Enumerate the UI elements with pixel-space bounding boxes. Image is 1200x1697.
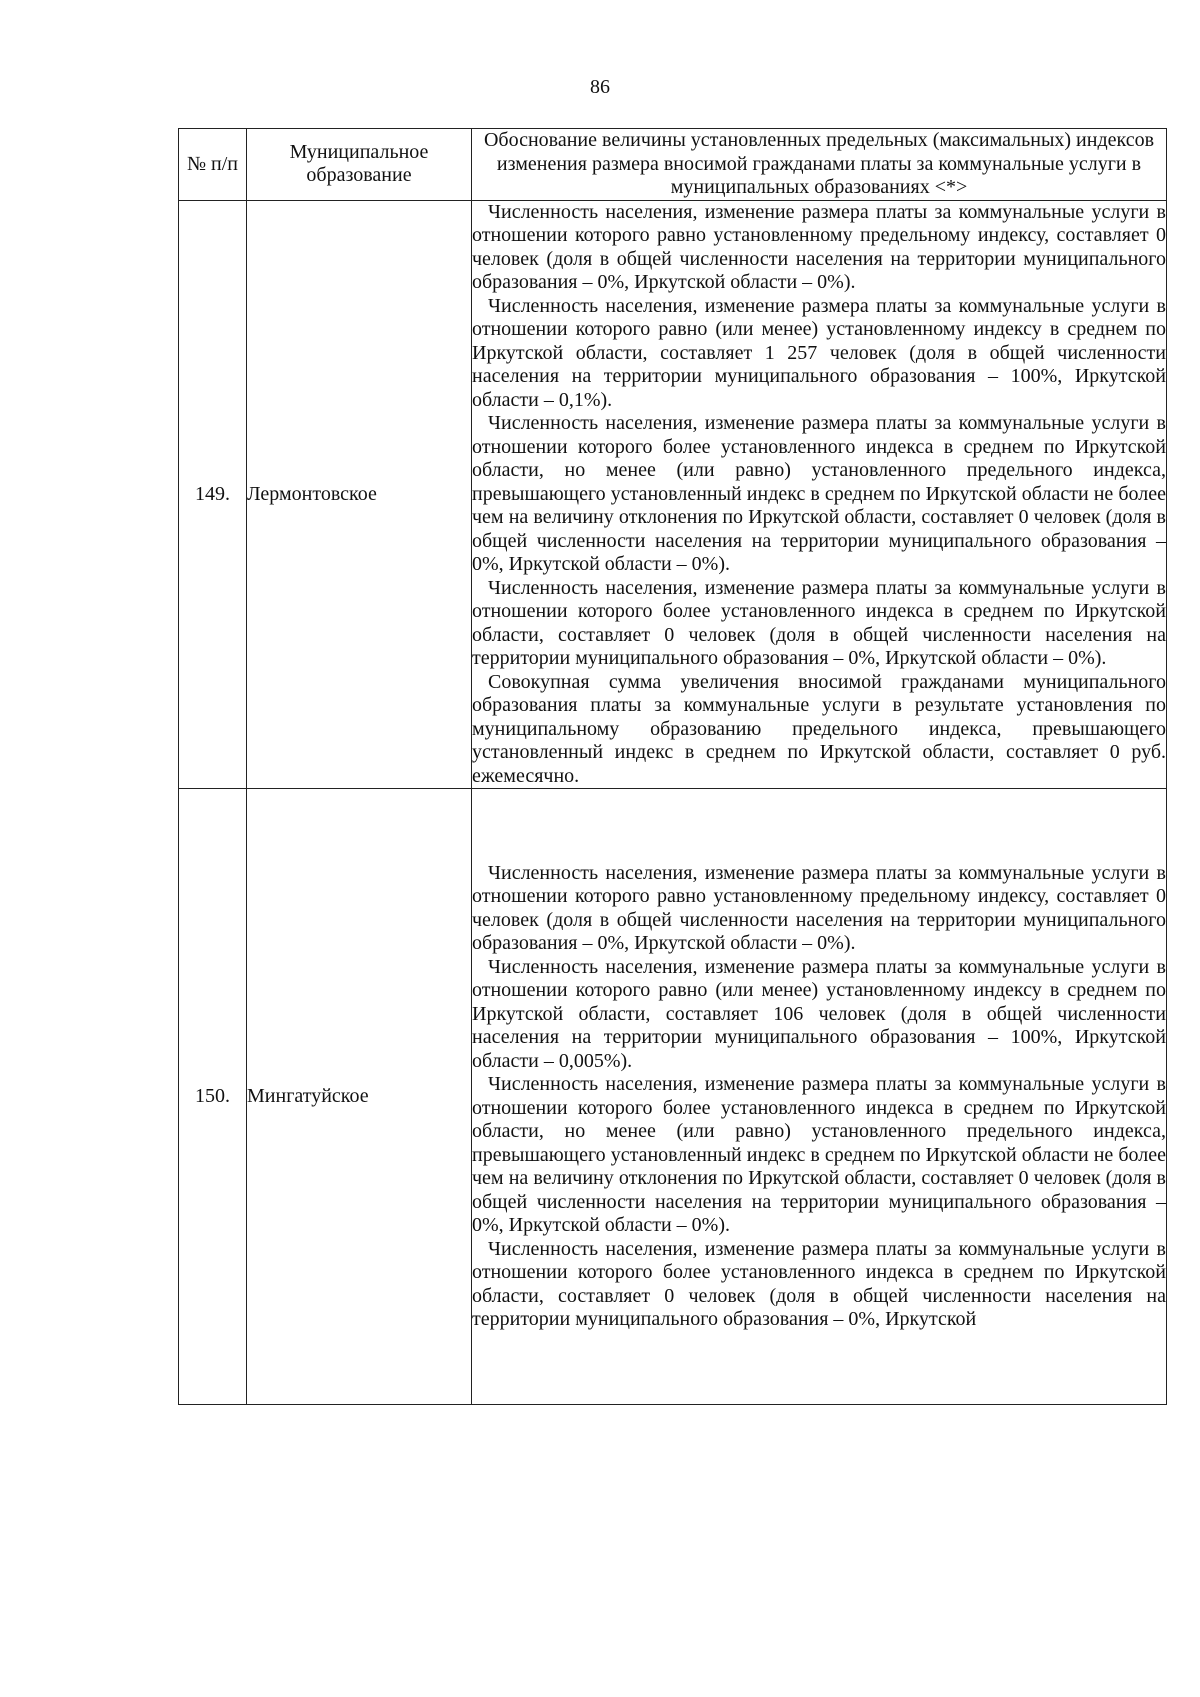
justification-paragraph: Совокупная сумма увеличения вносимой гражданами муниципального образования платы за коммунальные услуги в результате установления по муниципальному образованию предельного индекса, превышающего установленный индекс в среднем по Иркутской области, составляет 0 руб. ежемесячно. — [472, 670, 1166, 787]
header-justification: Обоснование величины установленных предельных (максимальных) индексов изменения размера вносимой гражданами платы за коммунальные услуги в муниципальных образованиях <*> — [472, 129, 1167, 201]
justification-paragraph: Численность населения, изменение размера платы за коммунальные услуги в отношении которого равно (или менее) установленному индексу в среднем по Иркутской области, составляет 106 человек (доля в общей численности населения на территории муниципального образования – 100%, Иркутской области – 0,005%). — [472, 955, 1166, 1072]
justification-paragraph: Численность населения, изменение размера платы за коммунальные услуги в отношении которого более установленного индекса в среднем по Иркутской области, но менее (или равно) установленного предельного индекса, превышающего установленный индекс в среднем по Иркутской области не более чем на величину отклонения по Иркутской области, составляет 0 человек (доля в общей численности населения на территории муниципального образования – 0%, Иркутской области – 0%). — [472, 412, 1166, 575]
justification-paragraph: Численность населения, изменение размера платы за коммунальные услуги в отношении которого равно (или менее) установленному индексу в среднем по Иркутской области, составляет 1 257 человек (доля в общей численности населения на территории муниципального образования – 100%, Иркутской области – 0,1%). — [472, 294, 1166, 411]
page-number: 86 — [590, 76, 610, 98]
justification-paragraph: Численность населения, изменение размера платы за коммунальные услуги в отношении которого более установленного индекса в среднем по Иркутской области, но менее (или равно) установленного предельного индекса, превышающего установленный индекс в среднем по Иркутской области не более чем на величину отклонения по Иркутской области, составляет 0 человек (доля в общей численности населения на территории муниципального образования – 0%, Иркутской области – 0%). — [472, 1073, 1166, 1236]
table-row — [179, 200, 1167, 789]
header-number: № п/п — [179, 129, 247, 201]
justification-paragraph: Численность населения, изменение размера платы за коммунальные услуги в отношении которого равно установленному предельному индексу, составляет 0 человек (доля в общей численности населения на территории муниципального образования – 0%, Иркутской области – 0%). — [472, 200, 1166, 293]
header-municipality: Муниципальное образование — [247, 129, 472, 201]
row-number: 150. — [179, 789, 247, 1405]
row-municipality: Мингатуйское — [247, 789, 472, 1405]
justification-paragraph: Численность населения, изменение размера платы за коммунальные услуги в отношении которого более установленного индекса в среднем по Иркутской области, составляет 0 человек (доля в общей численности населения на территории муниципального образования – 0%, Иркутской — [472, 1237, 1166, 1330]
justification-table — [178, 128, 1167, 1405]
row-justification — [472, 200, 1167, 789]
row-number: 149. — [179, 200, 247, 789]
row-municipality: Лермонтовское — [247, 200, 472, 789]
table-row — [179, 789, 1167, 1405]
justification-paragraph: Численность населения, изменение размера платы за коммунальные услуги в отношении которого более установленного индекса в среднем по Иркутской области, составляет 0 человек (доля в общей численности населения на территории муниципального образования – 0%, Иркутской области – 0%). — [472, 576, 1166, 669]
table-header-row — [179, 129, 1167, 201]
row-justification — [472, 789, 1167, 1405]
justification-paragraph: Численность населения, изменение размера платы за коммунальные услуги в отношении которого равно установленному предельному индексу, составляет 0 человек (доля в общей численности населения на территории муниципального образования – 0%, Иркутской области – 0%). — [472, 861, 1166, 954]
